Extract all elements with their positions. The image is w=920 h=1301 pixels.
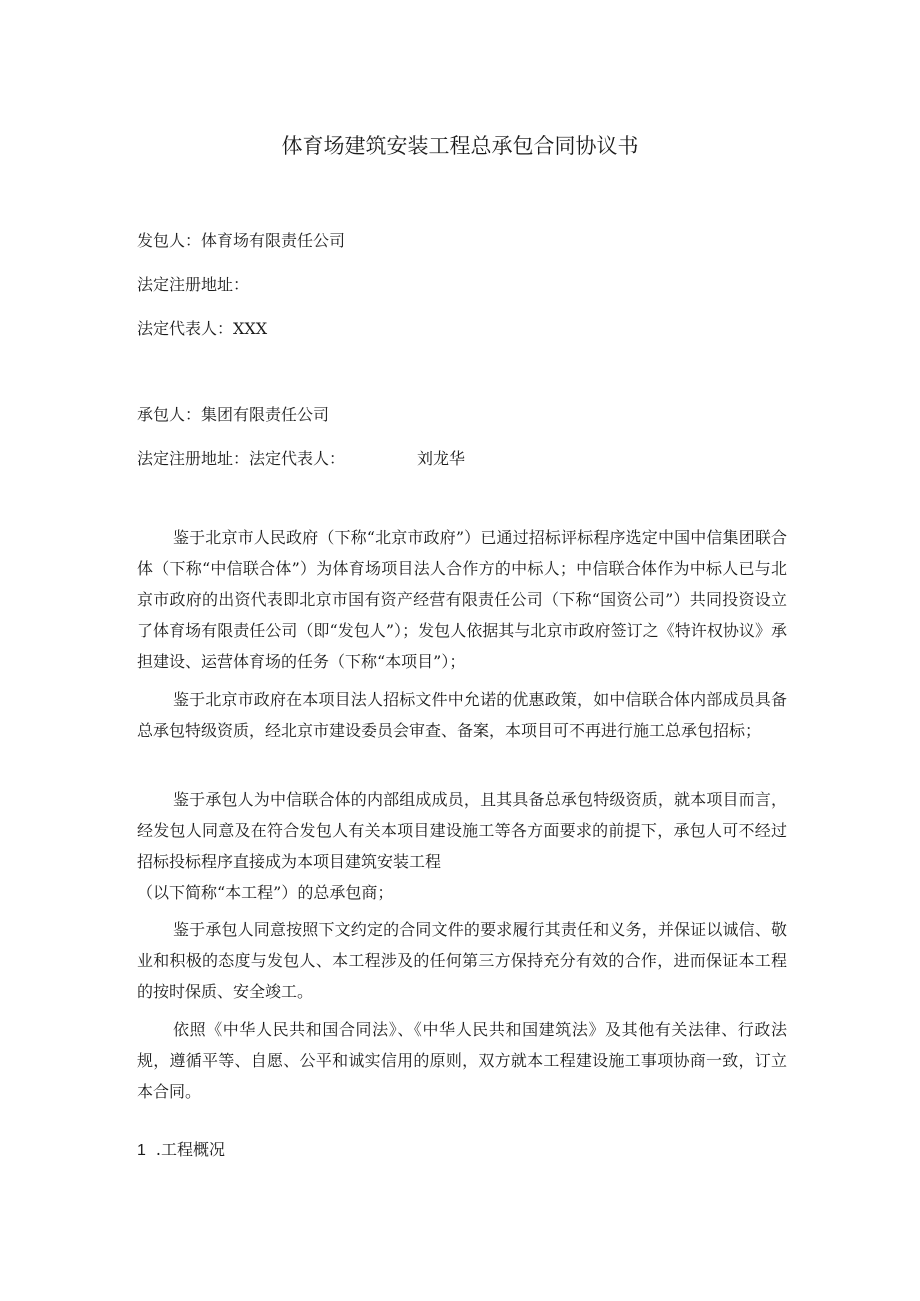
recital-paragraph-2: 鉴于北京市政府在本项目法人招标文件中允诺的优惠政策，如中信联合体内部成员具备总承包特级资质，经北京市建设委员会审查、备案，本项目可不再进行施工总承包招标； bbox=[137, 690, 787, 740]
party-a-address: 法定注册地址： bbox=[137, 275, 250, 294]
recital-paragraph-4: 鉴于承包人同意按照下文约定的合同文件的要求履行其责任和义务，并保证以诚信、敬业和积极的态度与发包人、本工程涉及的任何第三方保持充分有效的合作，进而保证本工程的按时保质、安全竣工。 bbox=[137, 920, 787, 1001]
recital-paragraph-3-body: 鉴于承包人为中信联合体的内部组成成员，且其具备总承包特级资质，就本项目而言，经发包人同意及在符合发包人有关本项目建设施工等各方面要求的前提下，承包人可不经过招标投标程序直接成为本项目建筑安装工程 bbox=[137, 790, 787, 871]
party-b-address-representative bbox=[137, 446, 465, 469]
recital-paragraph-3-tail: （以下简称“本工程”）的总承包商； bbox=[137, 883, 394, 902]
party-a-name: 发包人：体育场有限责任公司 bbox=[137, 231, 346, 250]
section-number: 1 bbox=[137, 1142, 146, 1159]
document-title: 体育场建筑安装工程总承包合同协议书 bbox=[281, 134, 639, 158]
recital-paragraph-3 bbox=[137, 784, 787, 908]
party-a-representative: 法定代表人：XXX bbox=[137, 319, 268, 338]
party-b-name: 承包人：集团有限责任公司 bbox=[137, 405, 330, 424]
section-heading bbox=[137, 1137, 225, 1160]
party-b-representative-name: 刘龙华 bbox=[417, 449, 466, 468]
party-b-address-rep-label: 法定注册地址：法定代表人： bbox=[137, 449, 346, 468]
section-title: .工程概况 bbox=[155, 1140, 225, 1159]
recital-paragraph-5: 依照《中华人民共和国合同法》、《中华人民共和国建筑法》及其他有关法律、行政法规，遵循平等、自愿、公平和诚实信用的原则，双方就本工程建设施工事项协商一致，订立本合同。 bbox=[137, 1020, 787, 1101]
recital-paragraph-1: 鉴于北京市人民政府（下称“北京市政府”）已通过招标评标程序选定中国中信集团联合体（下称“中信联合体”）为体育场项目法人合作方的中标人；中信联合体作为中标人已与北京市政府的出资代表即北京市国有资产经营有限责任公司（下称“国资公司”）共同投资设立了体育场有限责任公司（即“发包人”）；发包人依据其与北京市政府签订之《特许权协议》承担建设、运营体育场的任务（下称“本项目”）； bbox=[137, 528, 787, 671]
